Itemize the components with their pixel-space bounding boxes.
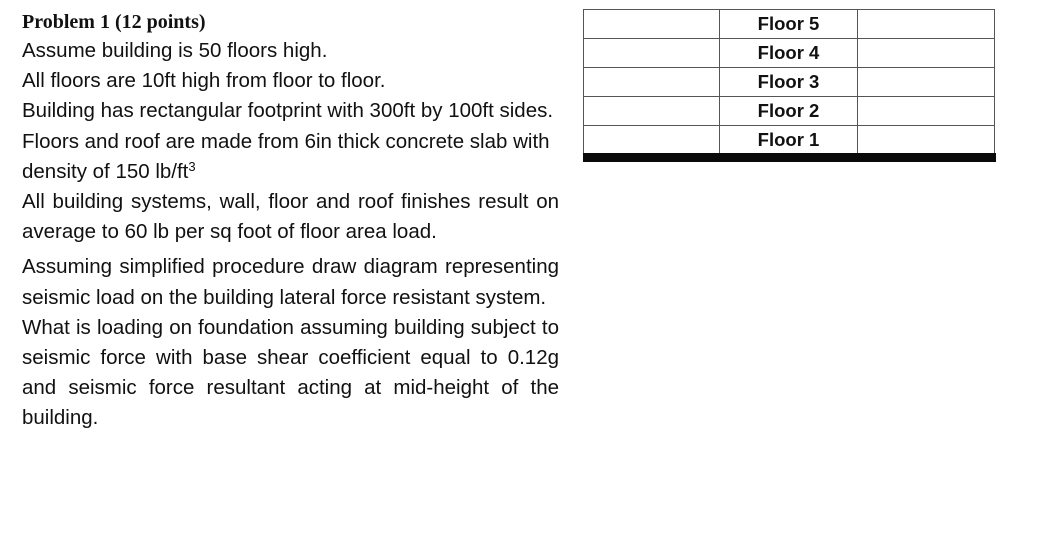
slab-superscript: 3	[188, 158, 196, 174]
table-row	[584, 126, 995, 155]
slab-text: Floors and roof are made from 6in thick concrete slab with density of 150 lb/ft	[22, 129, 550, 183]
table-cell-left	[584, 68, 720, 97]
table-cell-right	[858, 68, 995, 97]
table-cell-left	[584, 39, 720, 68]
table-row	[584, 39, 995, 68]
slab-line	[22, 127, 559, 187]
table-cell-right	[858, 39, 995, 68]
table-cell-right	[858, 97, 995, 126]
footprint-line: Building has rectangular footprint with 300ft by 100ft sides.	[22, 99, 554, 123]
problem-title: Problem 1 (12 points)	[22, 11, 206, 33]
ground-line	[583, 153, 996, 162]
floor-height-line: All floors are 10ft high from floor to floor.	[22, 69, 386, 93]
table-cell-left	[584, 97, 720, 126]
table-cell-right	[858, 126, 995, 155]
table-cell-left	[584, 126, 720, 155]
table-row	[584, 68, 995, 97]
table-cell-left	[584, 10, 720, 39]
table-row	[584, 97, 995, 126]
diagram-instruction: Assuming simplified procedure draw diagram representing seismic load on the building lateral force resistant system.	[22, 255, 559, 309]
table-cell-right	[858, 10, 995, 39]
floors-count-line: Assume building is 50 floors high.	[22, 39, 328, 62]
problem-statement	[22, 8, 559, 434]
floor-label: Floor 4	[720, 39, 858, 68]
foundation-question: What is loading on foundation assuming building subject to seismic force with base shear coefficient equal to 0.12g and seismic force resultant acting at mid-height of the building.	[22, 315, 559, 430]
floor-label: Floor 2	[720, 97, 858, 126]
floor-label: Floor 1	[720, 126, 858, 155]
floor-table	[583, 9, 995, 155]
finishes-line: All building systems, wall, floor and roof finishes result on average to 60 lb per sq foot of floor area load.	[22, 190, 559, 244]
floor-label: Floor 3	[720, 68, 858, 97]
table-row	[584, 10, 995, 39]
floor-label: Floor 5	[720, 10, 858, 39]
